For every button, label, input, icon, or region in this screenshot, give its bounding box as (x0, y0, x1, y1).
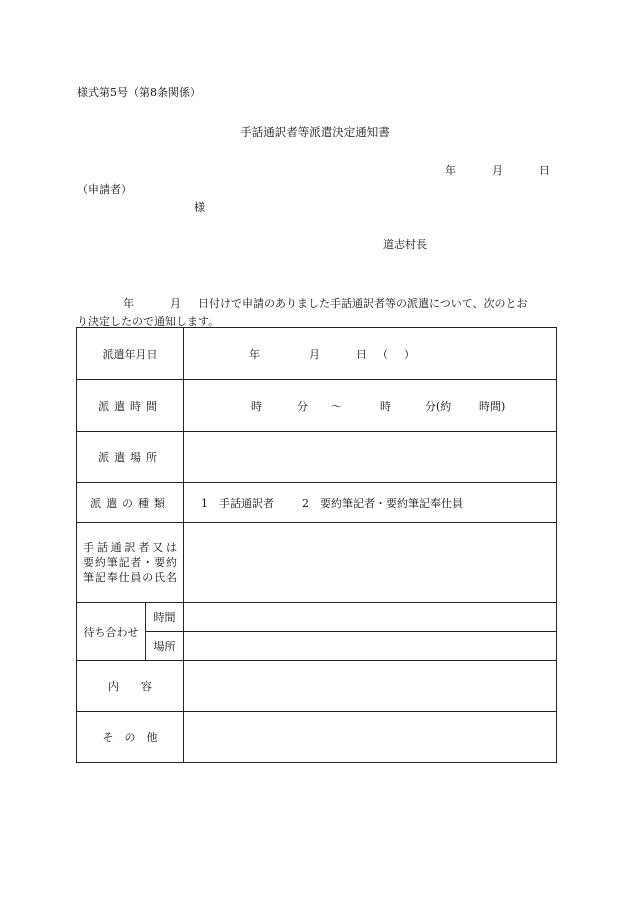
dispatch-month: 月 (309, 347, 320, 361)
row-content (77, 661, 557, 712)
dispatch-time-label: 派遣時間 (77, 380, 184, 432)
dispatch-date-field[interactable] (184, 328, 557, 380)
row-other (77, 712, 557, 763)
time-minute-start: 分 (297, 399, 308, 413)
dispatch-type-label: 派遣の種類 (77, 483, 184, 523)
meeting-place-field[interactable] (184, 632, 557, 661)
body-month: 月 (170, 297, 181, 310)
interpreter-label-line2: 要約筆記者・要約 (83, 556, 177, 569)
issuer-name: 道志村長 (383, 238, 427, 251)
type-option-sign-interpreter[interactable]: 1 手話通訳者 (201, 496, 274, 510)
dispatch-open-paren: （ (377, 347, 388, 361)
content-field[interactable] (184, 661, 557, 712)
dispatch-close-paren: ） (404, 347, 415, 361)
other-field[interactable] (184, 712, 557, 763)
dispatch-form-table (76, 327, 557, 763)
time-hour-end: 時 (380, 399, 391, 413)
date-day-label: 日 (539, 164, 550, 177)
dispatch-type-field[interactable] (184, 483, 557, 523)
interpreter-name-label (77, 523, 184, 603)
meeting-label: 待ち合わせ (77, 603, 146, 661)
document-title: 手話通訳者等派遣決定通知書 (240, 125, 390, 139)
dispatch-day: 日 (356, 347, 367, 361)
other-label: そ の 他 (77, 712, 184, 763)
dispatch-place-label: 派遣場所 (77, 432, 184, 483)
date-month-label: 月 (492, 164, 503, 177)
body-text: 日付けで申請のありました手話通訳者等の派遣について、次のとお (198, 297, 528, 310)
time-minute-end: 分(約 (425, 399, 452, 413)
content-label: 内 容 (77, 661, 184, 712)
type-option-summary-writer[interactable]: 2 要約筆記者・要約筆記奉仕員 (302, 496, 463, 510)
row-dispatch-date (77, 328, 557, 380)
interpreter-name-field[interactable] (184, 523, 557, 603)
time-hour-start: 時 (251, 399, 262, 413)
row-interpreter-name (77, 523, 557, 603)
dispatch-place-field[interactable] (184, 432, 557, 483)
form-number: 様式第5号（第8条関係） (77, 86, 201, 99)
dispatch-year: 年 (249, 347, 260, 361)
dispatch-time-field[interactable] (184, 380, 557, 432)
row-meeting-place (77, 632, 557, 661)
date-year-label: 年 (445, 164, 456, 177)
meeting-place-label: 場所 (146, 632, 184, 661)
interpreter-label-line3: 筆記奉仕員の氏名 (83, 571, 177, 584)
applicant-label: （申請者） (77, 183, 132, 196)
row-meeting-time (77, 603, 557, 632)
honorific: 様 (194, 201, 205, 214)
body-text-line2: り決定したので通知します。 (77, 315, 220, 328)
row-dispatch-type (77, 483, 557, 523)
dispatch-date-label: 派遣年月日 (77, 328, 184, 380)
row-dispatch-time (77, 380, 557, 432)
row-dispatch-place (77, 432, 557, 483)
time-tilde: ～ (331, 399, 342, 413)
meeting-time-label: 時間 (146, 603, 184, 632)
meeting-time-field[interactable] (184, 603, 557, 632)
body-year: 年 (123, 297, 134, 310)
interpreter-label-line1: 手話通訳者又は (83, 541, 177, 554)
time-duration: 時間) (479, 399, 506, 413)
